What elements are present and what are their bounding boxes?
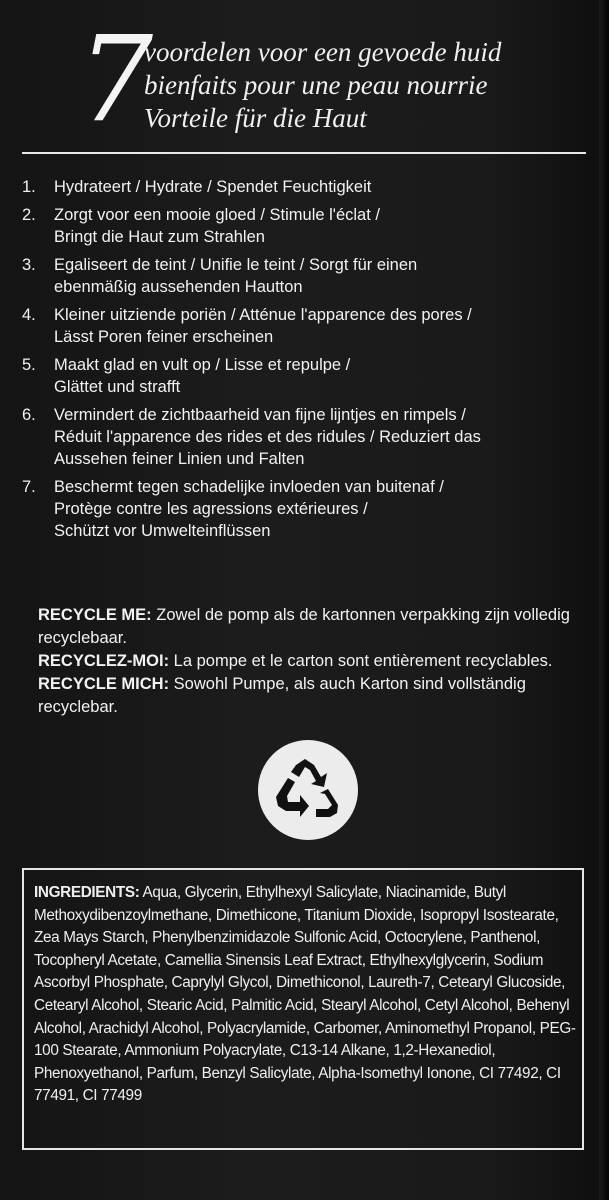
recycle-paragraph — [38, 604, 578, 650]
benefit-number: 2. — [22, 206, 36, 224]
benefit-item — [22, 476, 582, 542]
benefit-line: Lässt Poren feiner erscheinen — [54, 328, 274, 346]
benefit-line: Glättet und strafft — [54, 378, 181, 396]
recycle-icon — [272, 757, 344, 823]
benefit-line: Vermindert de zichtbaarheid van fijne lijntjes en rimpels / — [54, 406, 466, 424]
benefit-number: 7. — [22, 478, 36, 496]
header-line-nl: voordelen voor een gevoede huid — [144, 37, 502, 67]
benefit-line: ebenmäßig aussehenden Hautton — [54, 278, 303, 296]
header-lines — [144, 36, 501, 135]
ingredients-text — [34, 882, 576, 1108]
benefits-header — [78, 10, 578, 148]
recycle-info — [38, 604, 578, 719]
benefit-item — [22, 204, 582, 248]
benefit-line: Egaliseert de teint / Unifie le teint / Sorgt für einen — [54, 256, 418, 274]
header-line-de: Vorteile für die Haut — [144, 103, 367, 133]
benefit-item — [22, 404, 582, 470]
recycle-text: Zowel de pomp als de kartonnen verpakking zijn volledig recyclebaar. — [38, 606, 570, 647]
recycle-text: Sowohl Pumpe, als auch Karton sind vollständig recyclebar. — [38, 675, 526, 716]
benefit-line: Kleiner uitziende poriën / Atténue l'apparence des pores / — [54, 306, 472, 324]
benefits-list — [22, 176, 582, 548]
benefit-line: Réduit l'apparence des rides et des ridules / Reduziert das — [54, 428, 481, 446]
header-line-fr: bienfaits pour une peau nourrie — [144, 70, 488, 100]
recycle-paragraph — [38, 673, 578, 719]
benefit-number: 6. — [22, 406, 36, 424]
benefit-item — [22, 254, 582, 298]
benefit-number: 5. — [22, 356, 36, 374]
ingredients-list: Aqua, Glycerin, Ethylhexyl Salicylate, Niacinamide, Butyl Methoxydibenzoylmethane, Dimethicone, Titanium Dioxide, Isopropyl Isostearate, Zea Mays Starch, Phenylbenzimidazole Sulfonic Acid, Octocrylene, Panthenol, Tocopheryl Acetate, Camellia Sinensis Leaf Extract, Ethylhexylglycerin, Sodium Ascorbyl Phosphate, Caprylyl Glycol, Dimethiconol, Laureth-7, Cetearyl Glucoside, Cetearyl Alcohol, Stearic Acid, Palmitic Acid, Stearyl Alcohol, Cetyl Alcohol, Behenyl Alcohol, Arachidyl Alcohol, Polyacrylamide, Carbomer, Aminomethyl Propanol, PEG-100 Stearate, Ammonium Polyacrylate, C13-14 Alkane, 1,2-Hexanediol, Phenoxyethanol, Parfum, Benzyl Salicylate, Alpha-Isomethyl Ionone, CI 77492, CI 77491, CI 77499 — [34, 884, 576, 1105]
benefit-number: 3. — [22, 256, 36, 274]
benefit-line: Hydrateert / Hydrate / Spendet Feuchtigkeit — [54, 178, 372, 196]
benefit-item — [22, 354, 582, 398]
benefit-number: 4. — [22, 306, 36, 324]
header-number: 7 — [78, 10, 154, 148]
box-edge — [599, 0, 609, 1200]
benefit-number: 1. — [22, 178, 36, 196]
benefit-line: Maakt glad en vult op / Lisse et repulpe / — [54, 356, 351, 374]
benefit-item — [22, 176, 582, 198]
benefit-line: Aussehen feiner Linien und Falten — [54, 450, 305, 468]
recycle-text: La pompe et le carton sont entièrement recyclables. — [169, 652, 553, 670]
benefit-line: Protège contre les agressions extérieures / — [54, 500, 368, 518]
benefit-item — [22, 304, 582, 348]
recycle-badge — [258, 740, 358, 840]
ingredients-box — [22, 868, 584, 1150]
recycle-label: RECYCLE ME: — [38, 606, 152, 624]
benefit-line: Schützt vor Umwelteinflüssen — [54, 522, 271, 540]
recycle-label: RECYCLE MICH: — [38, 675, 170, 693]
header-divider — [22, 152, 586, 154]
benefit-line: Bringt die Haut zum Strahlen — [54, 228, 265, 246]
ingredients-label: INGREDIENTS: — [34, 884, 140, 901]
recycle-paragraph — [38, 650, 578, 673]
recycle-label: RECYCLEZ-MOI: — [38, 652, 170, 670]
benefit-line: Beschermt tegen schadelijke invloeden van buitenaf / — [54, 478, 444, 496]
benefit-line: Zorgt voor een mooie gloed / Stimule l'éclat / — [54, 206, 380, 224]
